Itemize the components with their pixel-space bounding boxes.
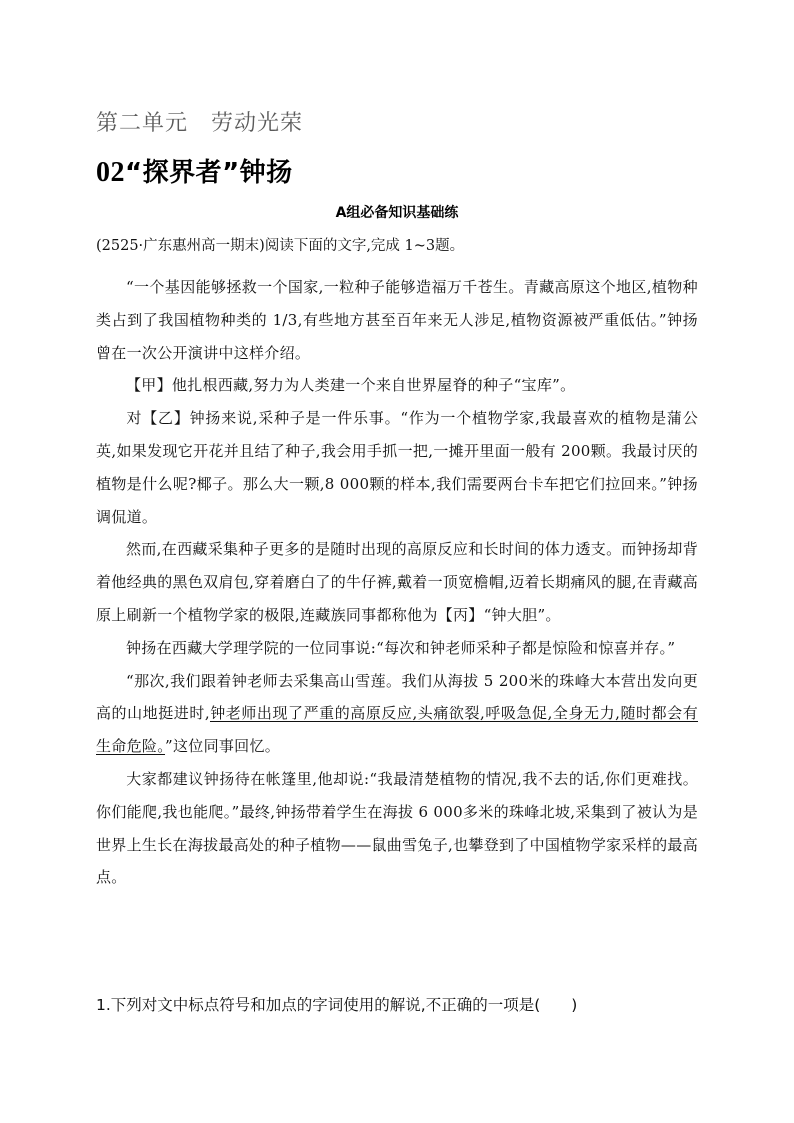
paragraph-text: 大家都建议钟扬待在帐篷里,他却说:“我最清楚植物的情况,我不去的话,你们更难找。你们能爬,我也能爬。”最终,钟扬带着学生在海拔 6 000多米的珠峰北坡,采集到了被认为是世界上生长在海拔最高处的种子植物——鼠曲雪兔子,也攀登到了中国植物学家采样的最高点。 — [96, 769, 698, 887]
paragraph-text: 【甲】他扎根西藏,努力为人类建一个来自世界屋脊的种子“宝库”。 — [126, 376, 576, 395]
question-1: 1.下列对文中标点符号和加点的字词使用的解说,不正确的一项是( ) — [96, 996, 578, 1014]
paragraph-text: 钟扬在西藏大学理学院的一位同事说:“每次和钟老师采种子都是惊险和惊喜并存。” — [126, 638, 676, 657]
paragraph-text: “那次,我们跟着钟老师去采集高山雪莲。我们从海拔 5 200米的珠峰大本营出发向更高的山地挺进时, — [96, 671, 698, 723]
passage-paragraph — [96, 271, 698, 369]
passage-paragraph — [96, 533, 698, 631]
paragraph-text: 对【乙】钟扬来说,采种子是一件乐事。“作为一个植物学家,我最喜欢的植物是蒲公英,如果发现它开花并且结了种子,我会用手抓一把,一摊开里面一般有 200颗。我最讨厌的植物是什么呢?椰子。那么大一颗,8 000颗的样本,我们需要两台卡车把它们拉回来。”钟扬调侃道。 — [96, 409, 698, 526]
lesson-number: 02 — [96, 157, 125, 188]
passage-paragraph — [96, 402, 698, 533]
section-title: A组必备知识基础练 — [335, 205, 459, 221]
reading-passage — [96, 271, 698, 894]
unit-title: 第二单元 劳动光荣 — [96, 111, 304, 136]
lesson-name: “探界者”钟扬 — [125, 158, 293, 188]
question-intro: (2525·广东惠州高一期末)阅读下面的文字,完成 1~3题。 — [96, 238, 465, 254]
lesson-title — [96, 152, 293, 189]
underlined-sentence: 钟老师出现了严重的高原反应,头痛欲裂,呼吸急促,全身无力,随时都会有生命危险。 — [96, 704, 699, 756]
paragraph-text: 然而,在西藏采集种子更多的是随时出现的高原反应和长时间的体力透支。而钟扬却背着他经典的黑色双肩包,穿着磨白了的牛仔裤,戴着一顶宽檐帽,迈着长期痛风的腿,在青藏高原上刷新一个植物学家的极限,连藏族同事都称他为【丙】“钟大胆”。 — [96, 540, 698, 624]
passage-paragraph — [96, 632, 698, 665]
passage-paragraph — [96, 369, 698, 402]
paragraph-text: ”这位同事回忆。 — [165, 737, 281, 756]
paragraph-text: “一个基因能够拯救一个国家,一粒种子能够造福万千苍生。青藏高原这个地区,植物种类占到了我国植物种类的 1/3,有些地方甚至百年来无人涉足,植物资源被严重低估。”钟扬曾在一次公开演讲中这样介绍。 — [96, 278, 698, 362]
passage-paragraph — [96, 763, 698, 894]
passage-paragraph — [96, 665, 698, 763]
